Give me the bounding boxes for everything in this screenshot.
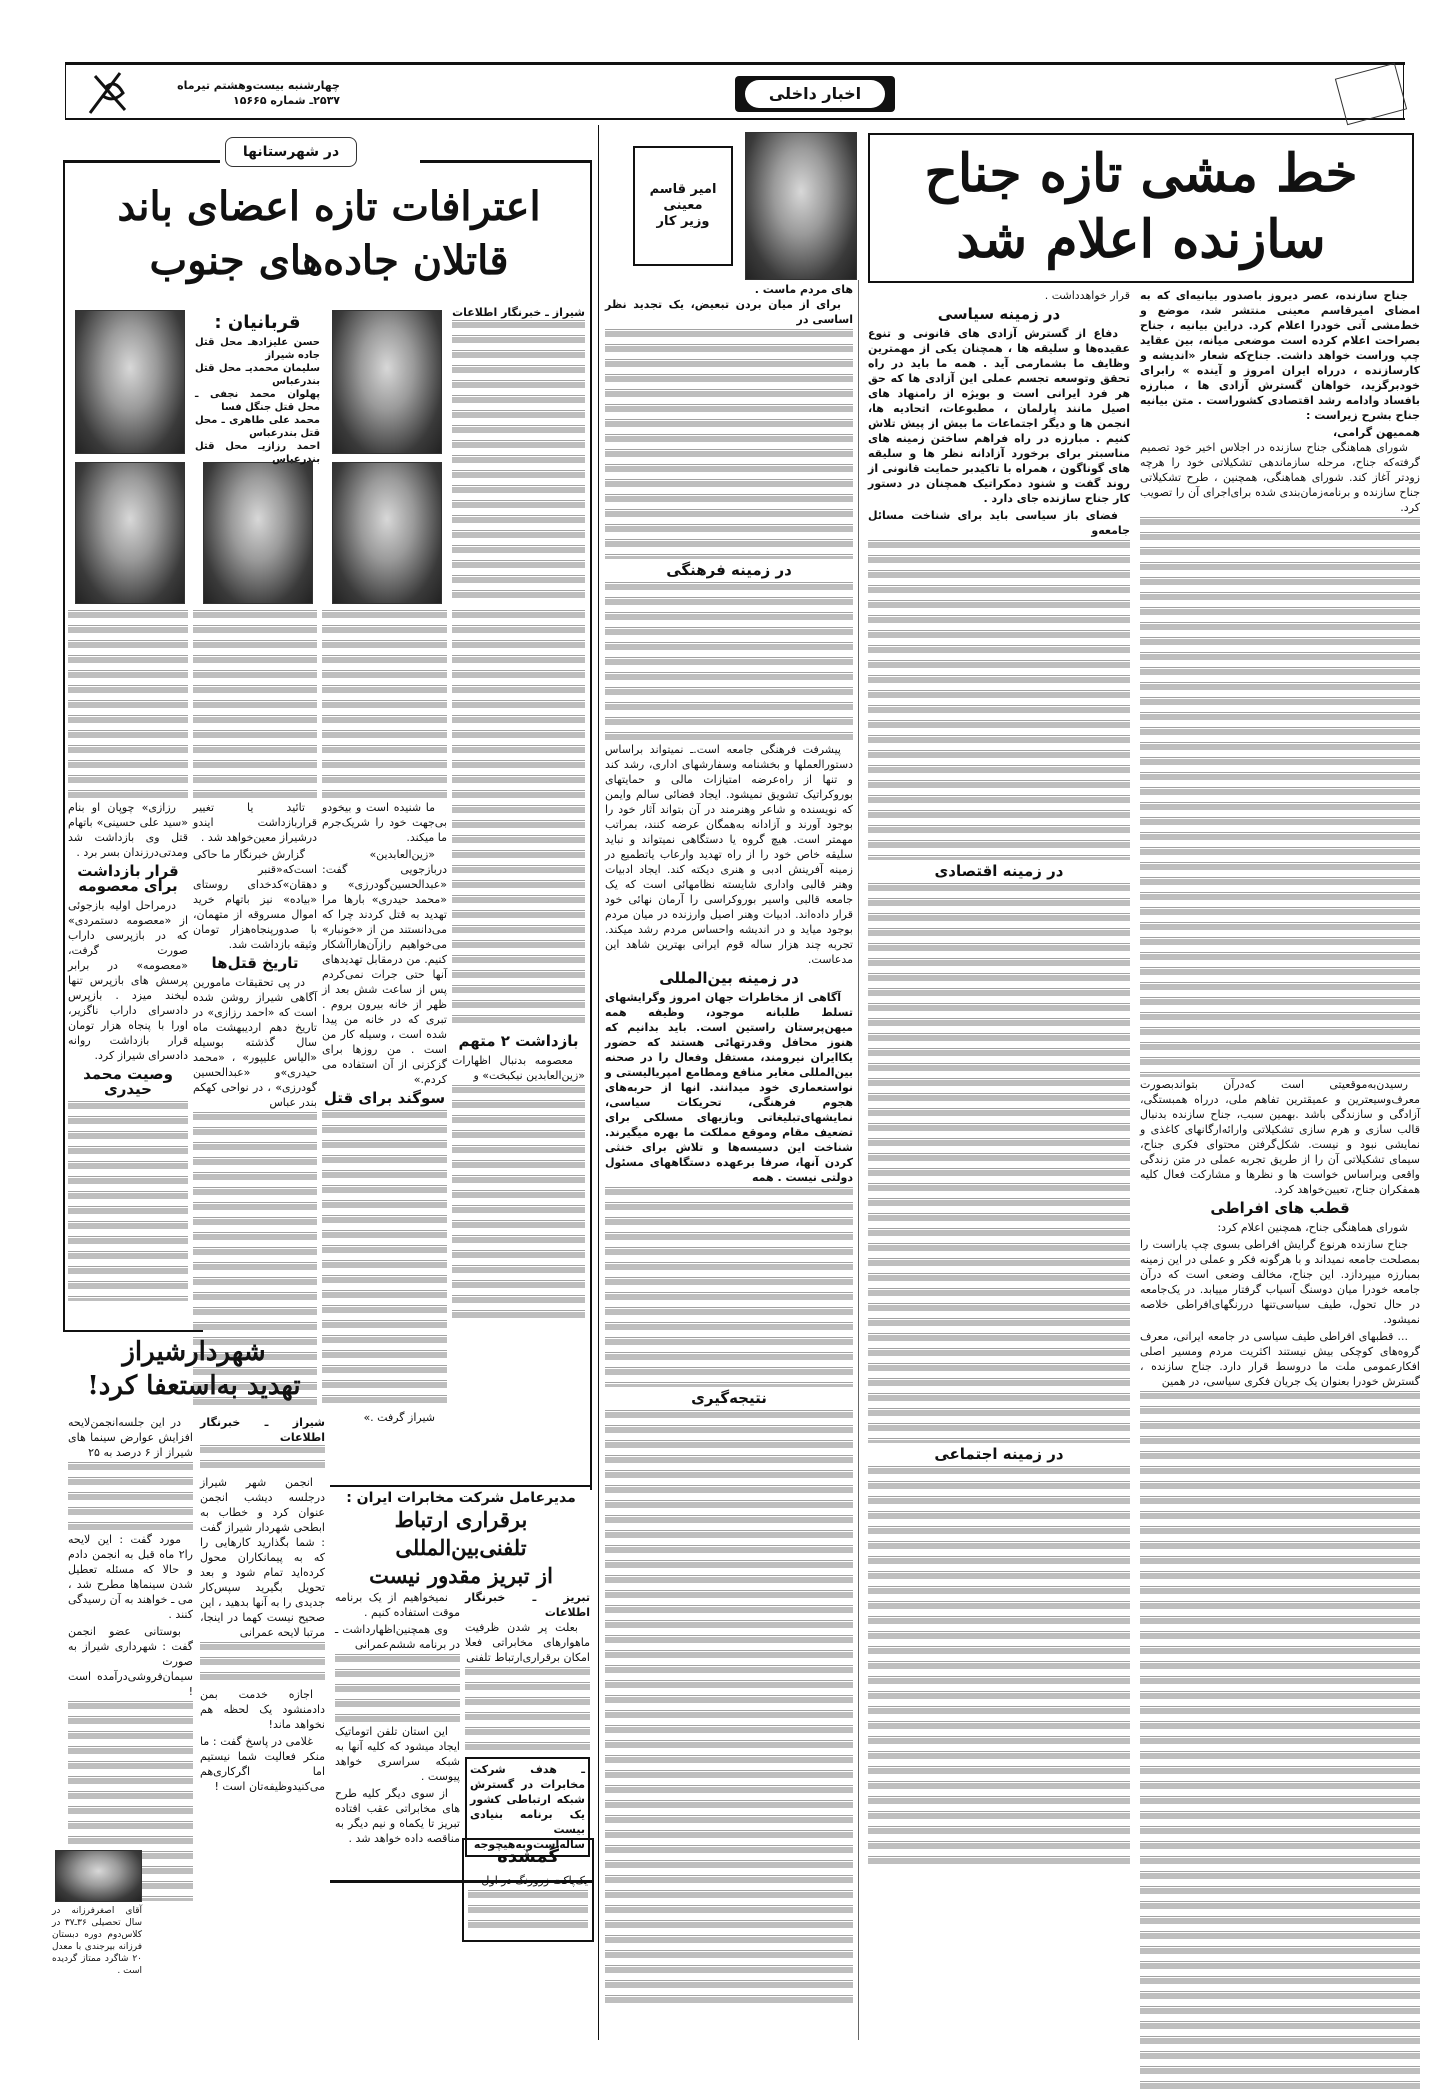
extremes-1: شورای هماهنگی جناح، همچنین اعلام کرد: bbox=[1217, 1221, 1408, 1234]
victim-item: احمد رزازیـ محل قتل بندرعباس bbox=[195, 441, 320, 465]
political-lead: قرار خواهدداشت . bbox=[1044, 289, 1130, 302]
telecom-text-4: این استان تلفن اتوماتیک ایجاد میشود که کلیه آنها به شبکه سراسری خواهد پیوست . bbox=[335, 1725, 460, 1783]
section-badge bbox=[735, 76, 895, 112]
provinces-column-lead bbox=[452, 305, 585, 605]
date-line: چهارشنبه بیست‌وهشتم تیرماه bbox=[177, 79, 340, 92]
minister-lead-1: های مردم ماست . bbox=[754, 283, 853, 296]
mayor-text-1: در این جلسه‌انجمن‌لایحه افزایش عوارض سینما های شیراز از ۶ درصد به ۲۵ bbox=[68, 1416, 193, 1459]
minister-caption-box bbox=[633, 146, 733, 266]
provinces-col-a: رزازی» چوپان او بنام «سید علی حسینی» باتهام قتل وی بازداشت شد ومدتی‌درزندان بسر برد . bbox=[68, 801, 188, 859]
minister-caption-surname: معینی bbox=[663, 198, 703, 213]
provinces-rule-left bbox=[65, 160, 220, 163]
telecom-boxed-quote: ـ هدف شرکت مخابرات در گسترش شبکه ارتباطی کشور یک برنامه بنیادی بیست ساله‌است‌وبه‌هیچوجه bbox=[465, 1757, 590, 1857]
main-headline-box bbox=[868, 133, 1414, 283]
lost-title: گمشده bbox=[497, 1846, 559, 1867]
victim-photo bbox=[75, 310, 185, 454]
mayor-headline-line2: تهدید به‌استعفا کرد! bbox=[87, 1371, 301, 1401]
newspaper-logo bbox=[1335, 63, 1407, 125]
text-block bbox=[68, 1101, 188, 1301]
text-block bbox=[335, 1654, 460, 1724]
telecom-text-2: نمیخواهیم از یک برنامه موقت استفاده کنیم . bbox=[335, 1591, 460, 1619]
telecom-headline-line2: از تبریز مقدور نیست bbox=[369, 1563, 553, 1588]
masthead-bottom-rule bbox=[65, 118, 1405, 120]
issue-info bbox=[140, 78, 340, 108]
provinces-dateline: شیراز ـ خبرنگار اطلاعات bbox=[452, 306, 585, 319]
main-headline-line1: خط مشی تازه جناح bbox=[924, 143, 1358, 204]
telecom-column-left bbox=[335, 1590, 460, 1880]
victim-item: سلیمان محمدیـ محل قتل بندرعباس bbox=[195, 363, 320, 387]
subhead-history: تاریخ قتل‌ها bbox=[211, 954, 299, 972]
telecom-text-5: از سوی دیگر کلیه طرح های مخابراتی عقب افتاده تبریز تا یکماه و نیم دیگر به مناقصه داده خواهد شد . bbox=[335, 1787, 460, 1845]
text-block bbox=[468, 1890, 588, 1930]
telecom-text-1: بعلت پر شدن ظرفیت ماهوارهای مخابراتی فعلا امکان برقراری‌ارتباط تلفنی bbox=[465, 1621, 590, 1664]
provinces-section-label: در شهرستانها bbox=[225, 137, 357, 167]
mayor-text-4: انجمن شهر شیراز درجلسه دیشب انجمن عنوان کرد و خطاب به ابطحی شهردار شیراز گفت : شما بگذارید کارهایی را که به پیمانکاران محول کرده‌اید تمام شود و بعد تحویل بگیرید سپس‌کار جدیدی را به آنها بدهید ، این صحیح نیست کهما در اینجا، مرتبا لایحه عمرانی bbox=[200, 1476, 325, 1639]
student-caption: آقای اصغرفرزانه در سال تحصیلی ۳۶ـ۳۷ در کلاس‌دوم دوره دبستان فرزانه بیرجندی با معدل ۲۰ شاگرد ممتاز گردیده است . bbox=[52, 1906, 142, 1976]
provinces-col-a2: درمراحل اولیه بازجوئی از «معصومه دستمردی» که در بازپرسی داراب صورت گرفت، «معصومه» در برابر پرسش های بازپرس تنها لبخند میزد . بازپرس دادسرای داراب ناگزیر، اورا با پنجاه هزار تومان قرار بازداشت روانه دادسرای شیراز کرد. bbox=[68, 899, 188, 1062]
text-block bbox=[452, 320, 585, 600]
masthead-left-rule bbox=[65, 65, 66, 119]
provinces-col-b3: در پی تحقیقات مامورین آگاهی شیراز روشن شده است که «احمد رزازی» در تاریخ دهم اردیبهشت ماه سال گذشته بوسیله «الیاس علیپور» ، «محمد حیدری»و «عبدالحسین گودرزی» ، در نواحی کهکم بندر عباس bbox=[193, 976, 317, 1109]
telecom-kicker: مدیرعامل شرکت مخابرات ایران : bbox=[346, 1490, 576, 1506]
top-rule bbox=[65, 62, 1405, 65]
victim-item: پهلوان محمد نجفی ـ محل قتل جنگل فسا bbox=[195, 389, 320, 413]
text-block bbox=[1140, 517, 1420, 1077]
telecom-dateline: تبریز ـ خبرنگار اطلاعات bbox=[465, 1591, 590, 1619]
provinces-col-b: تائید یا تغییر قراربازداشت ایندو درشیراز معین‌خواهد شد . bbox=[193, 801, 317, 844]
political-2: فضای باز سیاسی باید برای شناخت مسائل جامعه‌و bbox=[868, 509, 1130, 537]
minister-caption-title: وزیر کار bbox=[656, 214, 710, 229]
victim-item: محمد علی طاهری ـ محل قتل بندرعباس bbox=[195, 415, 320, 439]
issue-line: ۲۵۳۷ـ شماره ۱۵۶۶۵ bbox=[232, 94, 340, 107]
mayor-text-3: بوستانی عضو انجمن گفت : شهرداری شیراز به صورت سیمان‌فروشی‌درآمده است ! bbox=[68, 1625, 193, 1698]
mayor-dateline: شیراز ـ خبرنگار اطلاعات bbox=[200, 1416, 325, 1444]
student-photo bbox=[55, 1850, 142, 1902]
text-block bbox=[1140, 1391, 1420, 2091]
victims-caption bbox=[195, 310, 320, 466]
provinces-column-2 bbox=[322, 610, 447, 1480]
column-rule-left bbox=[598, 125, 599, 2040]
text-block bbox=[605, 582, 853, 742]
subhead-economic: در زمینه اقتصادی bbox=[934, 862, 1064, 880]
international-text: آگاهی از مخاطرات جهان امروز وگرایشهای تسلط طلبانه موجود، وظیفه همه میهن‌پرستان راستین است. باید بدانیم که هنوز محافل وقدرتهائی هستند که حضور یکاایران نیرومند، مستقل وفعال را در صحنه بین‌المللی مغایر منافع ومطامع امپریالیستی و نواستعماری خود میدانند. انها از حربه‌های هجوم فرهنگی، تحریکات سیاسی، نمایشهای‌تبلیغاتی وبازیهای مسلکی برای تضعیف مقام وموقع مملکت ما بهره میگیرند. شناخت این دسیسه‌ها و تلاش برای خنثی کردن آنها، صرفا برعهده دستگاههای مسئول دولتی نیست . همه bbox=[605, 991, 853, 1184]
text-block bbox=[322, 1110, 447, 1410]
text-block bbox=[868, 883, 1130, 1443]
column-rule-middle bbox=[858, 280, 859, 2040]
telecom-column-right bbox=[465, 1590, 590, 1851]
subhead-arrest2: بازداشت ۲ متهم bbox=[458, 1032, 579, 1050]
political-1: دفاع از گسترش آزادی های قانونی و تنوع عقیده‌ها و سلیقه ها ، همچنان یکی از مهمترین وظایف ما بشمارمی آید . همه ما باید در راه تحقق وتوسعه تجسم عملی این آزادی ها که حق هر فرد ایرانی است و بویژه از رامنهاد های اصیل مانند پارلمان ، مطبوعات، اتحادیه ها، انجمن ها و دیگر اجتماعات ما بیش از پیش تلاش کنیم . مبارزه در راه فراهم ساختن زمینه های مناسبتر برای برخورد آزادانه نظر ها و سلیقه های گوناگون ، همراه با تاکیدبر حمایت قانونی از روند گفت و شنود دمکراتیک همچنان در دستور کار جناح سازنده جای دارد . bbox=[868, 327, 1130, 505]
mayor-article bbox=[63, 1335, 325, 1403]
text-block bbox=[868, 540, 1130, 860]
provinces-column-4 bbox=[68, 610, 188, 1325]
text-block bbox=[193, 610, 317, 800]
subhead-oath: سوگند برای قتل bbox=[323, 1089, 446, 1107]
subhead-social: در زمینه اجتماعی bbox=[934, 1445, 1064, 1463]
subhead-will: وصیت محمد حیدری bbox=[83, 1065, 173, 1098]
text-block bbox=[200, 1642, 325, 1687]
main-headline-line2: سازنده اعلام شد bbox=[956, 209, 1326, 270]
text-block bbox=[68, 610, 188, 800]
minister-lead-2: برای از میان بردن تبعیض، یک تجدید نظر اساسی در bbox=[605, 298, 853, 326]
provinces-column-1 bbox=[452, 610, 585, 1320]
arrest2-text: معصومه بدنبال اظهارات «زین‌العابدین نیکبخت» و bbox=[452, 1054, 585, 1082]
lost-text: یک‌پاکت زرورنگ در اول bbox=[481, 1874, 588, 1887]
subhead-culture: در زمینه فرهنگی bbox=[666, 561, 792, 579]
provinces-headline-line2: قاتلان جاده‌های جنوب bbox=[149, 237, 509, 284]
minister-photo bbox=[745, 132, 857, 280]
minister-caption-name: امیر قاسم bbox=[649, 182, 717, 197]
victim-photo bbox=[332, 462, 442, 604]
victim-photo bbox=[75, 462, 185, 604]
mayor-text-6: غلامی در پاسخ گفت : ما منکر فعالیت شما نیستیم اما اگرکاری‌هم می‌کنیدوظیفه‌تان است ! bbox=[200, 1735, 325, 1793]
text-block bbox=[605, 1410, 853, 2010]
salutation: هممیهن گرامی، bbox=[1333, 426, 1420, 439]
main-intro: جناح سازنده، عصر دیروز باصدور بیانیه‌ای که به امضای امیرقاسم معینی منتشر شد، موضع و خط‌مشی آتی خودرا اعلام کرد. دراین بیانیه ، جناح بصراحت اعلام کرده است موضعی میانه، بین عقاید چپ وراست خواهد داشت. جناح‌که شعار «اندیشه و کارسازنده ، درراه ایران امروز و آینده » رابرای خودبرگزید، خواهان گسترش آزادی ها ، مبارزه بافساد وادامه رشد اقتصادی کشوراست . متن بیانیه جناح بشرح زیراست : bbox=[1140, 289, 1420, 422]
mayor-text-2: مورد گفت : این لایحه را۲ ماه قبل به انجمن دادم و حالا که مسئله تعطیل شدن سینماها مطرح شد ، می ـ خواهند به آن رسیدگی کنند . bbox=[68, 1533, 193, 1621]
provinces-col-b2: گزارش خبرنگار ما حاکی است‌که«قنبر دهقان»کدخدای روستای «بیاده» نیز باتهام خرید اموال مسروقه از متهمان، با صدورپنجاه‌هزار تومان وثیقه بازداشت شد. bbox=[193, 848, 317, 951]
culture-text: پیشرفت فرهنگی جامعه است.ـ نمیتواند براساس دستورالعملها و بخشنامه وسفارشهای اداری، رشد کند و تنها از راه‌عرضه امتیازات مالی و حمایتهای بوروکراتیک تشویق نمیشود. ایجاد فضائی سالم وایمن که نویسنده و شاعر وهنرمند در آن بتواند آثار خود را بوجود آورند و آزادانه به‌همگان عرضه کنند، بمراتب مهمتر است. هیچ گروه یا دستگاهی نمیتواند و نباید سلیقه خاص خود را از راه تهدید وارعاب یاتطمیع در زمینه آفرینش ادبی و هنری دیکته کند. ایجاد ادبیات وهنر قالبی واداری شایسته نظامهائی است که یک جامعه قالبی واسیر بوروکراسی را آرمان نهائی خود قرار داده‌اند. ادبیات وهنر اصیل وارزنده در میان مردم بوجود میاید و در اندیشه واحساس مردم رشد میکند. تجربه چند هزار ساله قوم ایرانی بهترین شاهد این مدعاست. bbox=[605, 743, 853, 966]
subhead-political: در زمینه سیاسی bbox=[937, 305, 1061, 323]
text-block bbox=[200, 1445, 325, 1475]
lost-notice-box bbox=[462, 1838, 594, 1942]
telecom-article bbox=[330, 1490, 592, 1590]
text-block bbox=[868, 1466, 1130, 1866]
text-block bbox=[322, 610, 447, 800]
text-block bbox=[605, 329, 853, 559]
victim-item: حسن علیزادهـ محل قتل جاده شیراز bbox=[195, 337, 320, 361]
main-para-2: شورای هماهنگی جناح سازنده در اجلاس اخیر خود تصمیم گرفته‌که جناح، مرحله سازماندهی تشکیلاتی خود را هرچه زودتر آغاز کند. شورای هماهنگی، همچنین ، طرح تشکیلاتی جناح سازنده و برنامه‌زمان‌بندی شده برای‌اجرای آن را تصویب کرد. bbox=[1140, 441, 1420, 514]
telecom-text-3: وی همچنین‌اظهارداشت ـ در برنامه ششم‌عمرانی bbox=[335, 1623, 460, 1651]
mayor-column-left bbox=[68, 1415, 193, 1855]
mayor-text-5: اجازه خدمت بمن دادمنشود یک لحظه هم نخواهد ماند! bbox=[200, 1688, 325, 1731]
provinces-rule-right bbox=[420, 160, 590, 163]
main-article-column-right bbox=[1140, 288, 1420, 2038]
masthead-right-rule bbox=[1403, 65, 1404, 119]
extremes-intro: رسیدن‌به‌موقعیتی است که‌درآن بتواندبصورت معرف‌وسیعترین و عمیقترین تفاهم ملی، درراه همبستگی، آزادگی و سازندگی باشد .بهمین سبب، جناح سازنده بدنبال قالب سازی و هرم سازی تشکیلاتی وارائه‌ارگانهای کاغذی و نمایشی نبود و نیست. شکل‌گرفتن محتوای فکری جناح، سیمای تشکیلاتی آن را از طریق تجربه عملی در متن زندگی واقعی وبراساس خواست ها و نظرها و مشارکت فعال کلیه همفکران جناح، تعیین‌خواهد کرد. bbox=[1140, 1078, 1420, 1196]
section-label: اخبار داخلی bbox=[745, 80, 885, 108]
provinces-col-c2: «زین‌العابدین» دربازجویی گفت: «عبدالحسین‌گودرزی» و «محمد حیدری» بارها مرا تهدید به قتل کردند چرا که می‌دانستند من از «خونبار» می‌خواهیم رازآن‌هاراآشکار کنیم. من درمقابل تهدیدهای آنها حتی جرات نمی‌کردم پس از ساعت شش بعد از ظهر از خانه بیرون بروم . تبری که در خانه من پیدا شده است ، وسیله کار من است . من روزها برای گزکزنی از آن استفاده می کردم.» bbox=[322, 848, 447, 1086]
victims-title: قربانیان : bbox=[214, 312, 301, 333]
signature-mark-icon bbox=[85, 68, 130, 118]
text-block bbox=[452, 610, 585, 1030]
provinces-col-c: ما شنیده است و بیخودو بی‌جهت خود را شریک‌جرم ما میکند. bbox=[322, 801, 447, 844]
subhead-conclusion: نتیجه‌گیری bbox=[691, 1389, 767, 1407]
subhead-extremes: قطب های افراطی bbox=[1210, 1199, 1350, 1217]
extremes-2: جناح سازنده هرنوع گرایش‌ افراطی بسوی چپ یاراست را بمصلحت جامعه نمیداند و با هرگونه فکر و عملی در این زمینه بمبارزه میپردازد. این جناح، مخالف وضعی است که درآن جامعه خودرا میان دوسنگ آسیاب گرفتار مییابد. در یک‌جامعه در حال تحول، طیف سیاسی‌تنها دررنگهای‌افراطی خلاصه نمیشود. bbox=[1140, 1238, 1420, 1326]
main-article-column-3 bbox=[605, 282, 853, 2038]
victim-photo bbox=[203, 462, 313, 604]
provinces-left-border bbox=[63, 160, 65, 1330]
telecom-headline-line1: برقراری ارتباط تلفنی‌بین‌المللی bbox=[394, 1507, 528, 1560]
mayor-headline-line1: شهردارشیراز bbox=[122, 1337, 266, 1367]
text-block bbox=[452, 1085, 585, 1325]
extremes-3: ... قطبهای افراطی طیف سیاسی در جامعه ایرانی، معرف گروه‌های کوچکی بیش نیستند اکثریت مردم ومسیر اصلی افکارعمومی ملت ما دروسط قرار دارد. جناح سازنده ، گسترش خودرا بعنوان یک جریان فکری سیاسی، در همین bbox=[1140, 1330, 1420, 1388]
provinces-right-border bbox=[590, 160, 592, 1490]
telecom-top-rule bbox=[330, 1485, 592, 1487]
provinces-headline-line1: اعترافات تازه اعضای باند bbox=[117, 183, 541, 230]
text-block bbox=[68, 1462, 193, 1532]
subhead-arrest: قرار بازداشت برای معصومه bbox=[77, 862, 179, 895]
victim-photo bbox=[332, 310, 442, 454]
text-block bbox=[605, 1187, 853, 1387]
subhead-international: در زمینه بین‌المللی bbox=[659, 969, 799, 987]
text-block bbox=[465, 1667, 590, 1757]
mayor-column-right bbox=[200, 1415, 325, 1965]
mayor-rule bbox=[63, 1330, 203, 1332]
shiraz-end: شیراز گرفت .» bbox=[363, 1411, 435, 1424]
main-article-column-2 bbox=[868, 288, 1130, 2038]
